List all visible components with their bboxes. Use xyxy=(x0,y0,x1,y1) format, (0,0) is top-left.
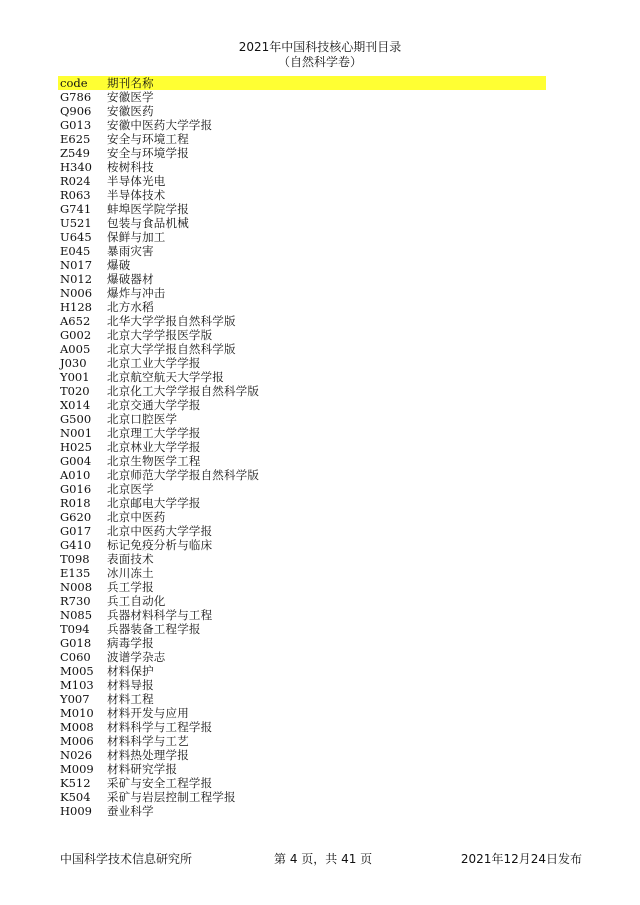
journal-name: 材料开发与应用 xyxy=(107,706,189,720)
journal-name: 采矿与安全工程学报 xyxy=(107,776,213,790)
table-row xyxy=(58,524,546,538)
table-row xyxy=(58,132,546,146)
table-row xyxy=(58,104,546,118)
table-row xyxy=(58,734,546,748)
journal-code: U645 xyxy=(60,230,92,244)
table-row xyxy=(58,776,546,790)
journal-name: 包装与食品机械 xyxy=(107,216,189,230)
journal-name: 北京交通大学学报 xyxy=(107,398,201,412)
journal-code: R018 xyxy=(60,496,91,510)
journal-code: Z549 xyxy=(60,146,90,160)
table-row xyxy=(58,636,546,650)
table-row xyxy=(58,286,546,300)
journal-code: N001 xyxy=(60,426,93,440)
journal-name: 北京师范大学学报自然科学版 xyxy=(107,468,260,482)
table-row xyxy=(58,468,546,482)
journal-table xyxy=(58,76,546,818)
journal-code: M005 xyxy=(60,664,94,678)
journal-code: G018 xyxy=(60,636,92,650)
journal-name: 兵工学报 xyxy=(107,580,154,594)
journal-code: E625 xyxy=(60,132,91,146)
journal-code: N006 xyxy=(60,286,93,300)
journal-name: 北京邮电大学学报 xyxy=(107,496,201,510)
table-row xyxy=(58,552,546,566)
journal-name: 桉树科技 xyxy=(107,160,154,174)
journal-code: G004 xyxy=(60,454,92,468)
table-row xyxy=(58,426,546,440)
journal-name: 材料保护 xyxy=(107,664,154,678)
journal-name: 北京口腔医学 xyxy=(107,412,178,426)
table-row xyxy=(58,762,546,776)
table-row xyxy=(58,160,546,174)
journal-code: K504 xyxy=(60,790,91,804)
journal-name: 北方水稻 xyxy=(107,300,154,314)
table-row xyxy=(58,174,546,188)
table-row xyxy=(58,510,546,524)
table-row xyxy=(58,314,546,328)
journal-code: Q906 xyxy=(60,104,92,118)
table-row xyxy=(58,384,546,398)
table-row xyxy=(58,664,546,678)
journal-code: E045 xyxy=(60,244,91,258)
table-row xyxy=(58,188,546,202)
table-row xyxy=(58,748,546,762)
journal-name: 北京航空航天大学学报 xyxy=(107,370,224,384)
journal-name: 标记免疫分析与临床 xyxy=(107,538,213,552)
journal-code: G016 xyxy=(60,482,92,496)
journal-code: N085 xyxy=(60,608,93,622)
column-header-name: 期刊名称 xyxy=(107,76,154,90)
table-row xyxy=(58,566,546,580)
journal-code: A652 xyxy=(60,314,91,328)
table-row xyxy=(58,90,546,104)
journal-name: 安全与环境工程 xyxy=(107,132,189,146)
document-subtitle: （自然科学卷） xyxy=(277,55,362,69)
footer-page-info: 第 4 页，共 41 页 xyxy=(274,852,373,866)
journal-name: 冰川冻土 xyxy=(107,566,154,580)
journal-name: 波谱学杂志 xyxy=(107,650,166,664)
journal-code: M006 xyxy=(60,734,94,748)
journal-name: 安徽中医药大学学报 xyxy=(107,118,213,132)
journal-name: 材料热处理学报 xyxy=(107,748,189,762)
table-row xyxy=(58,398,546,412)
journal-code: G786 xyxy=(60,90,92,104)
journal-code: M010 xyxy=(60,706,94,720)
table-row xyxy=(58,622,546,636)
table-row xyxy=(58,692,546,706)
journal-code: K512 xyxy=(60,776,91,790)
journal-name: 爆炸与冲击 xyxy=(107,286,166,300)
journal-code: G013 xyxy=(60,118,92,132)
table-body xyxy=(58,90,546,818)
journal-name: 半导体技术 xyxy=(107,188,166,202)
table-row xyxy=(58,538,546,552)
table-row xyxy=(58,412,546,426)
journal-code: R024 xyxy=(60,174,91,188)
footer-institution: 中国科学技术信息研究所 xyxy=(60,852,193,866)
journal-name: 蚕业科学 xyxy=(107,804,154,818)
journal-code: N012 xyxy=(60,272,93,286)
journal-code: Y001 xyxy=(60,370,90,384)
journal-name: 北京理工大学学报 xyxy=(107,426,201,440)
journal-name: 材料导报 xyxy=(107,678,154,692)
journal-name: 病毒学报 xyxy=(107,636,154,650)
table-row xyxy=(58,258,546,272)
journal-code: H340 xyxy=(60,160,92,174)
table-row xyxy=(58,328,546,342)
journal-name: 采矿与岩层控制工程学报 xyxy=(107,790,236,804)
table-row xyxy=(58,118,546,132)
table-row xyxy=(58,496,546,510)
table-row xyxy=(58,790,546,804)
journal-name: 表面技术 xyxy=(107,552,154,566)
journal-name: 安全与环境学报 xyxy=(107,146,189,160)
journal-name: 保鲜与加工 xyxy=(107,230,166,244)
journal-code: N017 xyxy=(60,258,93,272)
journal-name: 蚌埠医学院学报 xyxy=(107,202,189,216)
journal-code: R730 xyxy=(60,594,91,608)
journal-code: G017 xyxy=(60,524,92,538)
column-header-code: code xyxy=(60,76,88,90)
journal-code: X014 xyxy=(60,398,91,412)
journal-code: E135 xyxy=(60,566,91,580)
journal-code: G620 xyxy=(60,510,92,524)
journal-code: N008 xyxy=(60,580,93,594)
table-row xyxy=(58,370,546,384)
table-row xyxy=(58,440,546,454)
journal-code: G741 xyxy=(60,202,92,216)
journal-code: Y007 xyxy=(60,692,90,706)
journal-code: G410 xyxy=(60,538,92,552)
table-row xyxy=(58,678,546,692)
journal-name: 北京医学 xyxy=(107,482,154,496)
journal-name: 材料工程 xyxy=(107,692,154,706)
journal-code: M009 xyxy=(60,762,94,776)
table-row xyxy=(58,580,546,594)
journal-code: A005 xyxy=(60,342,91,356)
journal-name: 材料科学与工程学报 xyxy=(107,720,213,734)
journal-code: H009 xyxy=(60,804,92,818)
table-row xyxy=(58,706,546,720)
journal-name: 北京工业大学学报 xyxy=(107,356,201,370)
table-row xyxy=(58,230,546,244)
table-row xyxy=(58,608,546,622)
journal-code: H025 xyxy=(60,440,92,454)
journal-name: 爆破 xyxy=(107,258,131,272)
table-row xyxy=(58,244,546,258)
table-row xyxy=(58,146,546,160)
journal-name: 暴雨灾害 xyxy=(107,244,154,258)
journal-code: T094 xyxy=(60,622,90,636)
journal-name: 兵器材料科学与工程 xyxy=(107,608,213,622)
journal-code: G002 xyxy=(60,328,92,342)
journal-code: T098 xyxy=(60,552,90,566)
table-row xyxy=(58,216,546,230)
table-row xyxy=(58,202,546,216)
table-row xyxy=(58,342,546,356)
journal-name: 兵工自动化 xyxy=(107,594,166,608)
journal-code: M008 xyxy=(60,720,94,734)
journal-code: N026 xyxy=(60,748,93,762)
journal-code: T020 xyxy=(60,384,90,398)
journal-name: 北京生物医学工程 xyxy=(107,454,201,468)
table-header-row xyxy=(58,76,546,90)
journal-name: 安徽医药 xyxy=(107,104,154,118)
table-row xyxy=(58,594,546,608)
table-row xyxy=(58,650,546,664)
journal-name: 北华大学学报自然科学版 xyxy=(107,314,236,328)
table-row xyxy=(58,356,546,370)
footer-release-date: 2021年12月24日发布 xyxy=(460,852,582,866)
table-row xyxy=(58,300,546,314)
journal-code: C060 xyxy=(60,650,91,664)
table-row xyxy=(58,720,546,734)
journal-code: J030 xyxy=(60,356,87,370)
journal-name: 兵器装备工程学报 xyxy=(107,622,201,636)
journal-name: 北京中医药 xyxy=(107,510,166,524)
journal-name: 安徽医学 xyxy=(107,90,154,104)
journal-name: 材料研究学报 xyxy=(107,762,178,776)
table-row xyxy=(58,454,546,468)
journal-name: 北京大学学报医学版 xyxy=(107,328,213,342)
journal-name: 北京大学学报自然科学版 xyxy=(107,342,236,356)
journal-code: H128 xyxy=(60,300,92,314)
journal-code: M103 xyxy=(60,678,94,692)
journal-name: 材料科学与工艺 xyxy=(107,734,189,748)
journal-name: 北京中医药大学学报 xyxy=(107,524,213,538)
table-row xyxy=(58,482,546,496)
table-row xyxy=(58,272,546,286)
journal-code: R063 xyxy=(60,188,91,202)
table-row xyxy=(58,804,546,818)
journal-name: 爆破器材 xyxy=(107,272,154,286)
journal-code: U521 xyxy=(60,216,92,230)
journal-name: 半导体光电 xyxy=(107,174,166,188)
journal-name: 北京林业大学学报 xyxy=(107,440,201,454)
document-title: 2021年中国科技核心期刊目录 xyxy=(238,40,402,54)
journal-name: 北京化工大学学报自然科学版 xyxy=(107,384,260,398)
journal-code: G500 xyxy=(60,412,92,426)
journal-code: A010 xyxy=(60,468,91,482)
